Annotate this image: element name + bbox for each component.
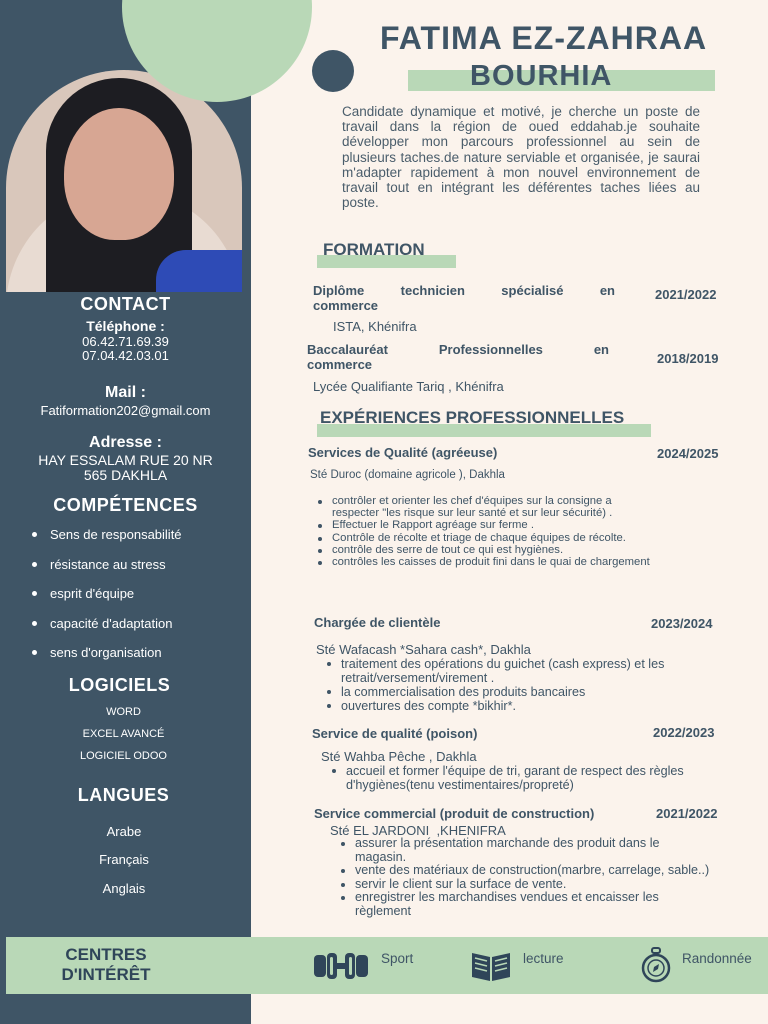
sidebar	[0, 0, 251, 1024]
formation-item-year: 2021/2022	[655, 287, 717, 302]
interest-label: Sport	[381, 951, 414, 966]
language-item: Arabe	[106, 824, 142, 839]
address-label: Adresse :	[89, 434, 162, 451]
languages-title: LANGUES	[77, 785, 170, 805]
experience-item-tasks	[338, 837, 710, 918]
first-name: FATIMA EZ-ZAHRAA	[380, 20, 708, 56]
experience-item-year: 2024/2025	[657, 446, 719, 461]
software-item: EXCEL AVANCÉ	[82, 728, 165, 740]
skills-title: COMPÉTENCES	[53, 495, 198, 515]
experience-item-org: Sté Wafacash *Sahara cash*, Dakhla	[316, 642, 531, 657]
task-item: Contrôle de récolte et triage de chaque équipes de récolte.	[315, 532, 660, 544]
task-item: la commercialisation des produits bancaires	[324, 685, 714, 699]
task-item: Effectuer le Rapport agréage sur ferme .	[315, 519, 660, 531]
language-item: Français	[99, 852, 149, 867]
experience-item-tasks	[329, 764, 709, 792]
mail-address: Fatiformation202@gmail.com	[40, 403, 211, 418]
formation-item-org: Lycée Qualifiante Tariq , Khénifra	[313, 379, 504, 394]
experience-item-title: Service de qualité (poison)	[312, 726, 478, 741]
software-title: LOGICIELS	[68, 675, 171, 695]
interest-label: Randonnée	[682, 951, 752, 966]
experience-item-title: Chargée de clientèle	[314, 615, 441, 630]
experience-item-year: 2022/2023	[653, 725, 715, 740]
contact-title: CONTACT	[80, 294, 171, 314]
task-item: contrôles les caisses de produit fini dans le quai de chargement	[315, 556, 660, 568]
phone-label: Téléphone :	[86, 318, 165, 334]
address-line-2: 565 DAKHLA	[83, 467, 168, 483]
skill-item: sens d'organisation	[32, 645, 182, 675]
mail-label: Mail :	[105, 384, 146, 401]
experience-title: EXPÉRIENCES PROFESSIONNELLES	[320, 408, 625, 427]
interests-band	[6, 937, 768, 994]
task-item: vente des matériaux de construction(marbre, carrelage, sable..)	[338, 864, 710, 878]
skill-item: Sens de responsabilité	[32, 527, 182, 557]
task-item: assurer la présentation marchande des produit dans le magasin.	[338, 837, 710, 864]
formation-item-title-2: commerce	[313, 298, 379, 313]
task-item: servir le client sur la surface de vente.	[338, 878, 710, 892]
formation-item-org: ISTA, Khénifra	[333, 319, 417, 334]
formation-item-title-2: commerce	[307, 357, 373, 372]
dumbbell-icon	[312, 951, 370, 986]
interests-title: CENTRES D'INTÉRÊT	[61, 945, 151, 984]
interest-label: lecture	[523, 951, 564, 966]
experience-item-tasks	[315, 495, 660, 568]
language-item: Anglais	[102, 881, 146, 896]
formation-item-title: Diplôme technicien spécialisé en	[313, 283, 615, 298]
decorative-dot	[312, 50, 354, 92]
skills-list	[32, 527, 182, 675]
experience-item-title: Services de Qualité (agréeuse)	[308, 445, 498, 460]
open-book-icon	[470, 949, 512, 988]
formation-title: FORMATION	[323, 240, 425, 259]
experience-item-title: Service commercial (produit de construction)	[314, 806, 595, 821]
formation-item-year: 2018/2019	[657, 351, 719, 366]
task-item: ouvertures des compte *bikhir*.	[324, 699, 714, 713]
task-item: enregistrer les marchandises vendues et encaisser les règlement	[338, 891, 710, 918]
skill-item: résistance au stress	[32, 557, 182, 587]
experience-item-org: Sté Wahba Pêche , Dakhla	[321, 749, 477, 764]
experience-item-year: 2021/2022	[656, 806, 718, 821]
phone-1: 06.42.71.69.39	[82, 334, 169, 349]
experience-item-tasks	[324, 657, 714, 713]
address-line-1: HAY ESSALAM RUE 20 NR	[38, 452, 213, 468]
profile-photo	[6, 70, 242, 292]
formation-item-title: Baccalauréat Professionnelles en	[307, 342, 609, 357]
task-item: traitement des opérations du guichet (cash express) et les retrait/versement/virement .	[324, 657, 714, 685]
profile-summary: Candidate dynamique et motivé, je cherche un poste de travail dans la région de oued eddahab.je souhaite développer mon parcours professionnel au sein de plusieurs taches.de nature serviable et organisée, je saurai m'adapter rapidement à mon nouvel environnement de travail tout en intégrant les déférentes taches liées au poste.	[342, 104, 700, 211]
phone-2: 07.04.42.03.01	[82, 348, 169, 363]
task-item: contrôle des serre de tout ce qui est hygiènes.	[315, 544, 660, 556]
experience-item-year: 2023/2024	[651, 616, 713, 631]
task-item: accueil et former l'équipe de tri, garant de respect des règles d'hygiènes(tenu vestimentaires/propreté)	[329, 764, 709, 792]
skill-item: capacité d'adaptation	[32, 616, 182, 646]
skill-item: esprit d'équipe	[32, 586, 182, 616]
compass-icon	[640, 947, 672, 990]
task-item: contrôler et orienter les chef d'équipes sur la consigne a respecter "les risque sur leur santé et sur leur sécurité) .	[315, 495, 660, 519]
software-item: WORD	[106, 706, 141, 718]
last-name: BOURHIA	[470, 60, 613, 92]
experience-item-org: Sté Duroc (domaine agricole ), Dakhla	[310, 469, 505, 481]
experience-item-org: Sté EL JARDONI ,KHENIFRA	[330, 823, 506, 838]
software-item: LOGICIEL ODOO	[79, 750, 167, 762]
